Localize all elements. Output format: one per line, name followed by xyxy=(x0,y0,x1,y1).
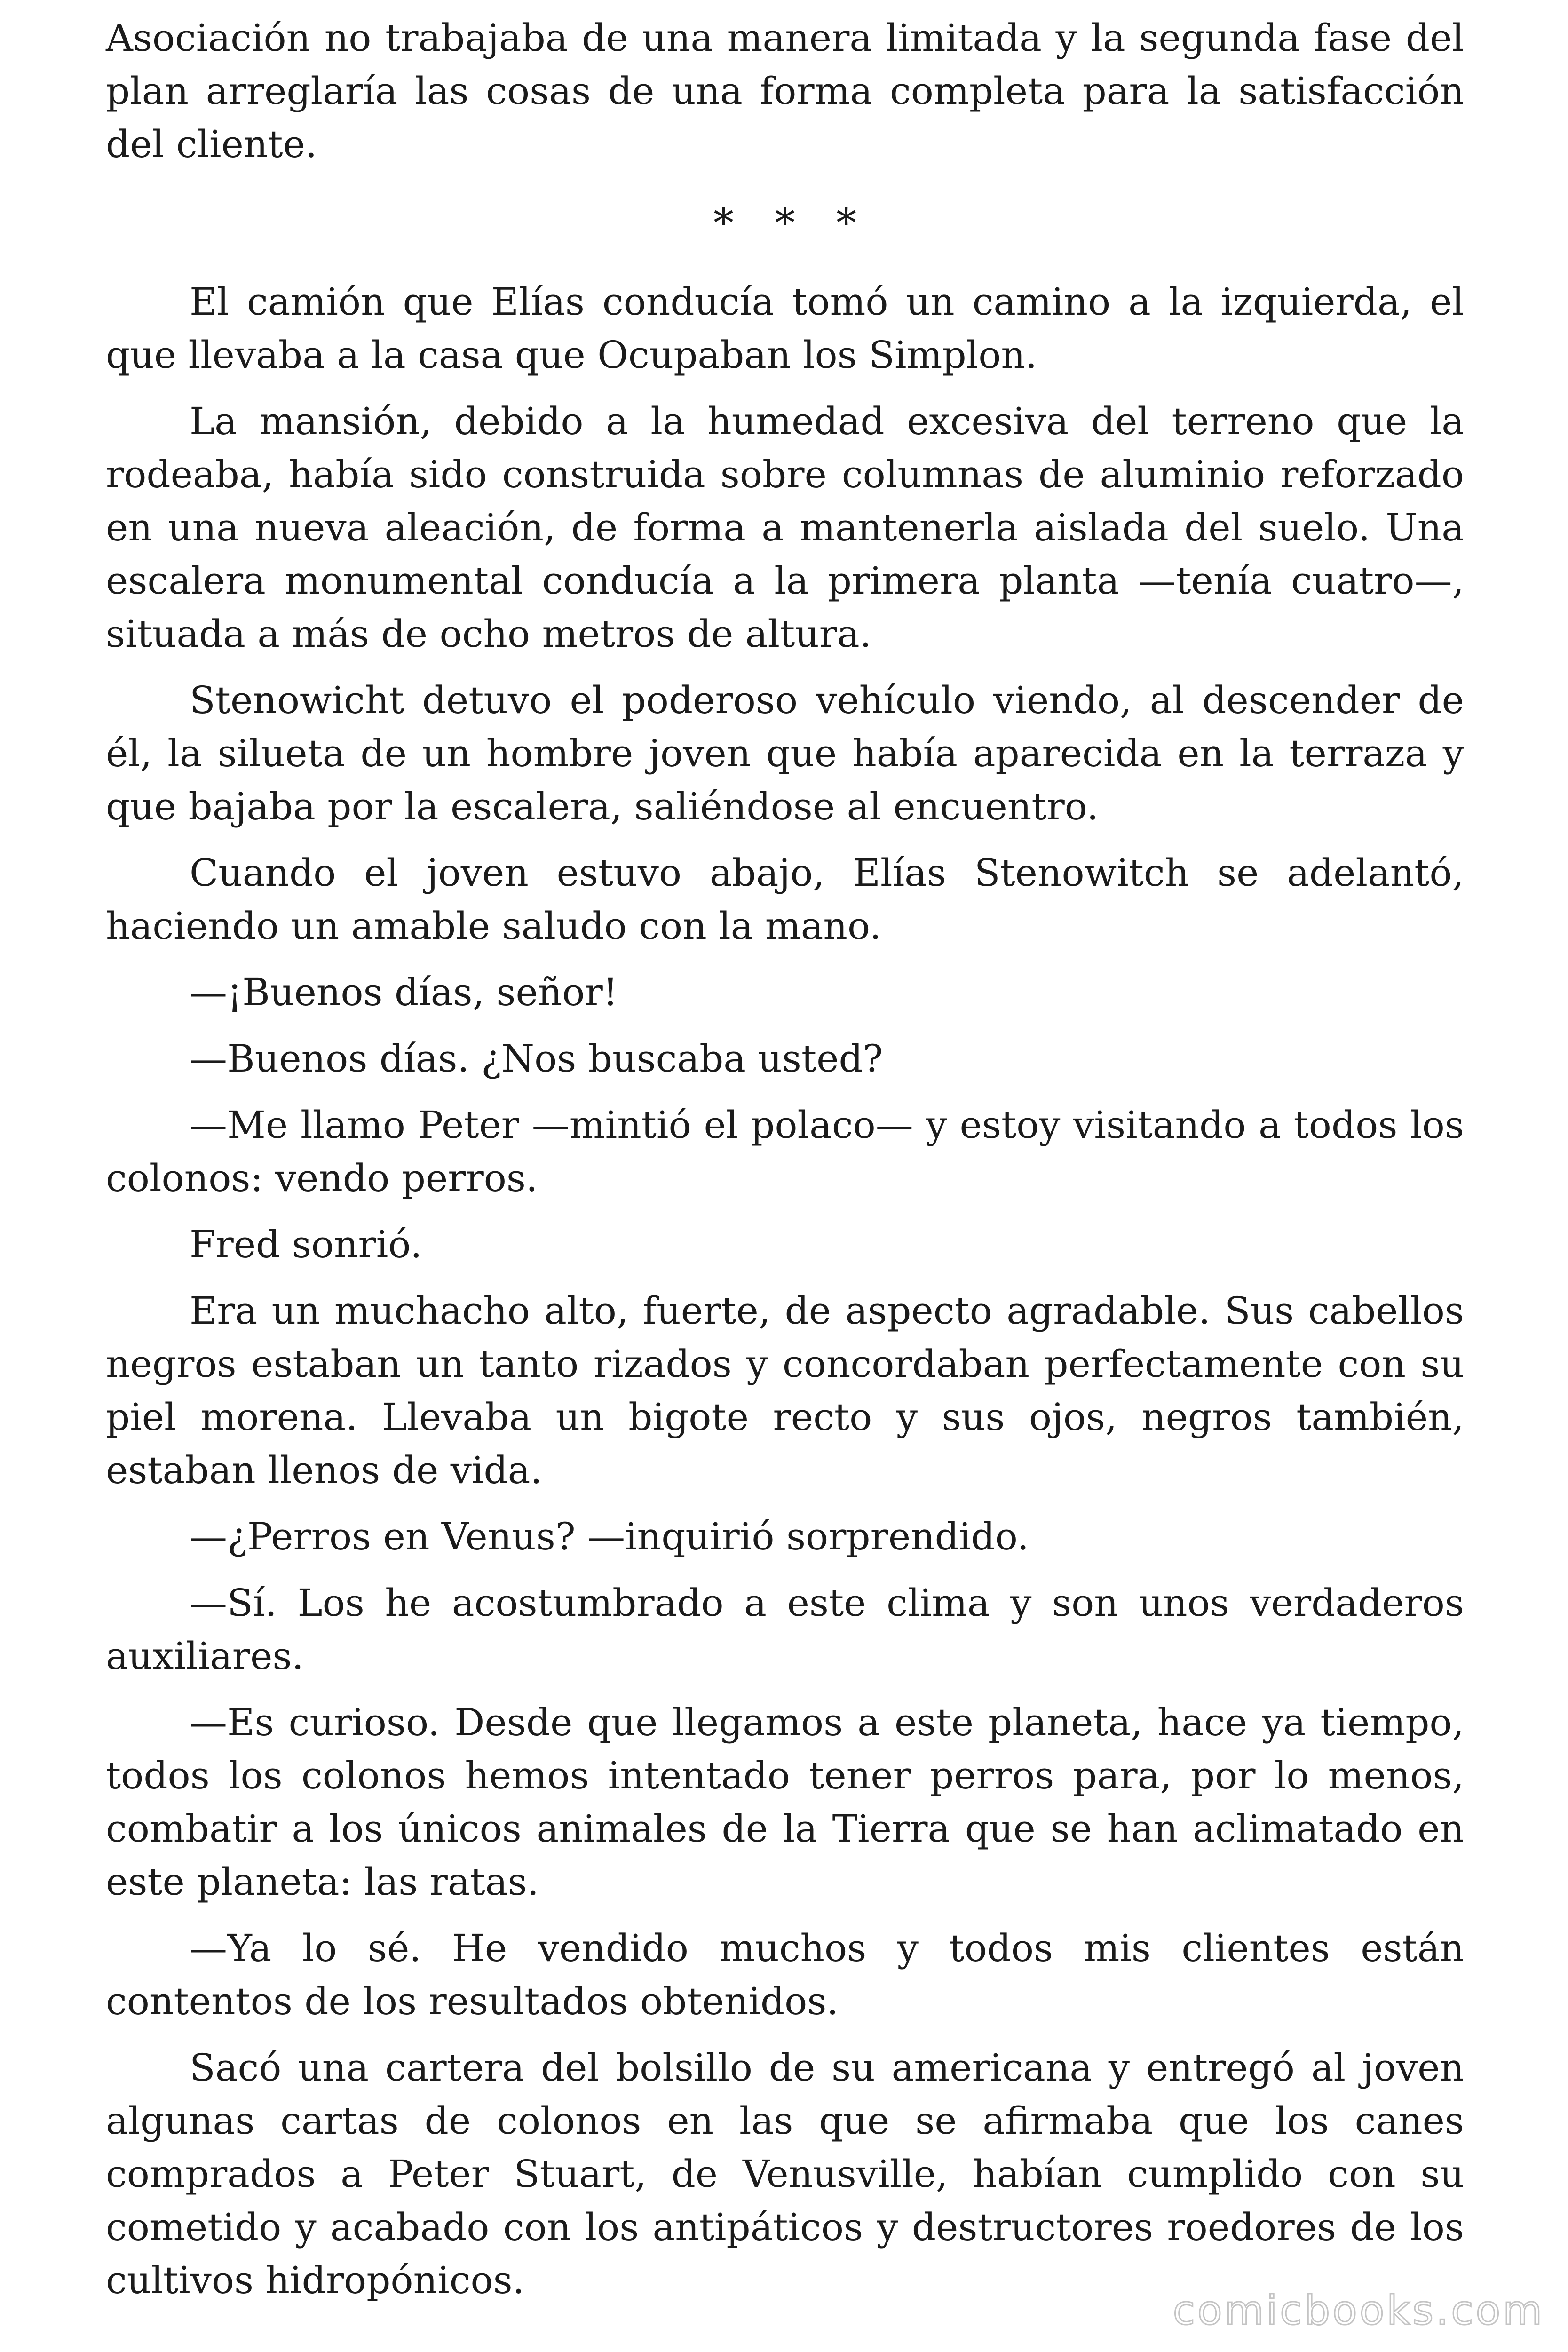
paragraph: El camión que Elías conducía tomó un camino a la izquierda, el que llevaba a la casa que Ocupaban los Simplon. xyxy=(106,280,1464,377)
paragraph: La mansión, debido a la humedad excesiva del terreno que la rodeaba, había sido construida sobre columnas de aluminio reforzado en una nueva aleación, de forma a mantenerla aislada del suelo. Una escalera monumental conducía a la primera planta —tenía cuatro—, situada a más de ocho metros de altura. xyxy=(106,399,1464,656)
dialogue-line: —¿Perros en Venus? —inquirió sorprendido. xyxy=(190,1515,1029,1558)
dialogue-line: —Buenos días. ¿Nos buscaba usted? xyxy=(190,1037,883,1081)
dialogue-line: —Es curioso. Desde que llegamos a este planeta, hace ya tiempo, todos los colonos hemos intentado tener perros para, por lo menos, combatir a los únicos animales de la Tierra que se han aclimatado en este planeta: las ratas. xyxy=(106,1700,1464,1904)
paragraph: Era un muchacho alto, fuerte, de aspecto agradable. Sus cabellos negros estaban un tanto rizados y concordaban perfectamente con su piel morena. Llevaba un bigote recto y sus ojos, negros también, estaban llenos de vida. xyxy=(106,1289,1464,1492)
dialogue-line: —¡Buenos días, señor! xyxy=(190,970,618,1014)
watermark: comicbooks.com xyxy=(1172,2287,1544,2334)
paragraph: Fred sonrió. xyxy=(190,1223,422,1266)
paragraph: Stenowicht detuvo el poderoso vehículo viendo, al descender de él, la silueta de un hombre joven que había aparecida en la terraza y que bajaba por la escalera, saliéndose al encuentro. xyxy=(106,678,1464,828)
section-separator: * * * xyxy=(713,200,871,247)
paragraph: Sacó una cartera del bolsillo de su americana y entregó al joven algunas cartas de colonos en las que se afirmaba que los canes comprados a Peter Stuart, de Venusville, habían cumplido con su cometido y acabado con los antipáticos y destructores roedores de los cultivos hidropónicos. xyxy=(106,2046,1464,2302)
dialogue-line: —Me llamo Peter —mintió el polaco— y estoy visitando a todos los colonos: vendo perros. xyxy=(106,1103,1464,1200)
paragraph-continued: Asociación no trabajaba de una manera limitada y la segunda fase del plan arreglaría las cosas de una forma completa para la satisfacción del cliente. xyxy=(106,16,1464,166)
paragraph: Cuando el joven estuvo abajo, Elías Stenowitch se adelantó, haciendo un amable saludo con la mano. xyxy=(106,851,1464,948)
book-page xyxy=(106,11,1464,2320)
dialogue-line: —Ya lo sé. He vendido muchos y todos mis clientes están contentos de los resultados obtenidos. xyxy=(106,1926,1464,2023)
dialogue-line: —Sí. Los he acostumbrado a este clima y son unos verdaderos auxiliares. xyxy=(106,1581,1464,1678)
